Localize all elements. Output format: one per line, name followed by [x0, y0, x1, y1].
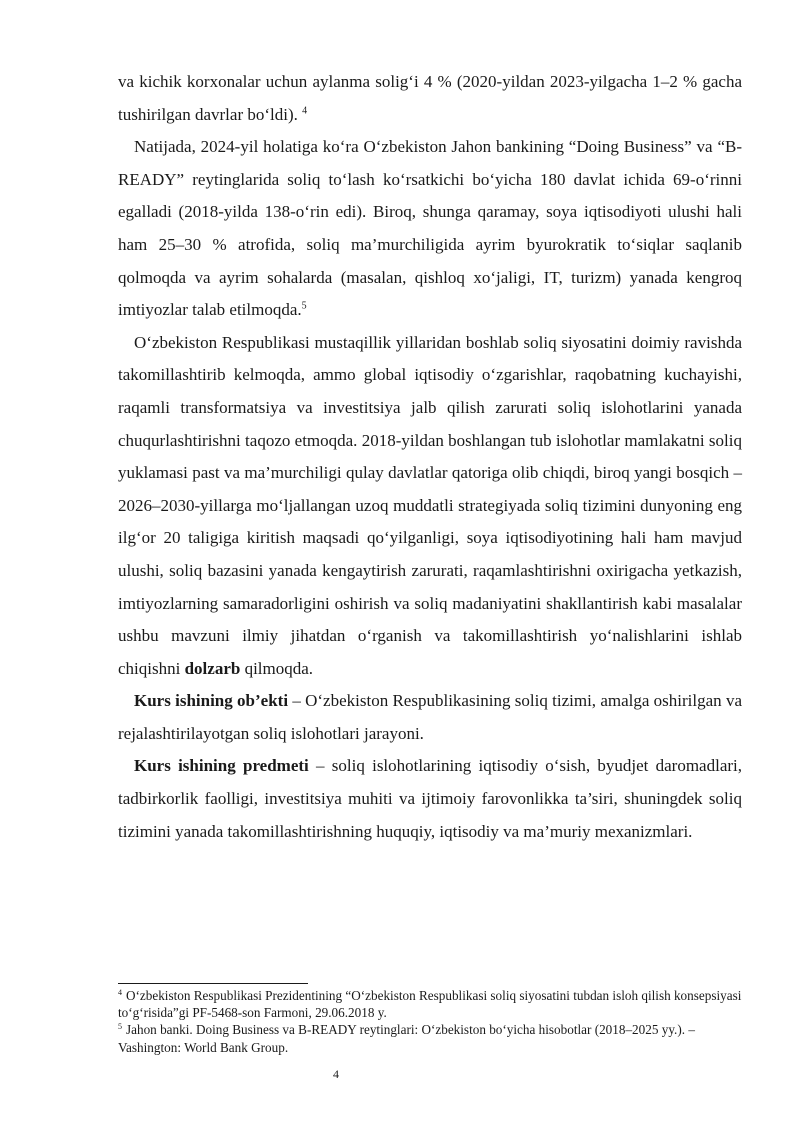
paragraph-text: Natijada, 2024-yil holatiga ko‘ra O‘zbekiston Jahon bankining “Doing Business” va “B-READY” reytinglarida soliq to‘lash ko‘rsatkichi bo‘yicha 180 davlat ichida 69-o‘rinni egalladi (2018-yilda 138-o‘rin edi). Biroq, shunga qaramay, soya iqtisodiyoti ulushi hali ham 25–30 % atrofida, soliq ma’murchiligida ayrim byurokratik to‘siqlar saqlanib qolmoqda va ayrim sohalarda (masalan, qishloq xo‘jaligi, IT, turizm) yanada kengroq imtiyozlar talab etilmoqda. — [118, 137, 742, 320]
footnote-text: Jahon banki. Doing Business va B-READY reytinglari: O‘zbekiston bo‘yicha hisobotlar (2018–2025 yy.). – Vashington: World Bank Group. — [118, 1022, 695, 1055]
page-number: 4 — [333, 1067, 339, 1081]
bold-term-relevant: dolzarb — [184, 658, 241, 678]
paragraph-research-subject — [118, 750, 742, 848]
document-body — [118, 66, 742, 848]
footnote-reference[interactable]: 4 — [302, 104, 308, 116]
paragraph-research-object — [118, 685, 742, 750]
research-object-label: Kurs ishining ob’ekti — [134, 691, 289, 711]
footnote-mark: 4 — [118, 987, 122, 997]
footnotes-section — [118, 987, 742, 1056]
footnote-mark: 5 — [118, 1022, 122, 1032]
paragraph-text: – O‘zbekiston Respublikasining soliq tizimi, amalga oshirilgan va rejalashtirilayotgan soliq islohotlari jarayoni. — [118, 691, 742, 743]
paragraph-ranking-results — [118, 131, 742, 327]
paragraph-tax-rates — [118, 66, 742, 131]
footnote-item — [118, 1021, 742, 1055]
footnote-text: O‘zbekiston Respublikasi Prezidentining “O‘zbekiston Respublikasi soliq siyosatini tubdan isloh qilish konsepsiyasi to‘g‘risida”gi PF-5468-son Farmoni, 29.06.2018 y. — [118, 988, 742, 1021]
paragraph-relevance — [118, 327, 742, 686]
footnote-separator — [118, 983, 308, 984]
research-subject-label: Kurs ishining predmeti — [134, 756, 309, 776]
footnote-item — [118, 987, 742, 1021]
paragraph-text: qilmoqda. — [244, 658, 314, 678]
paragraph-text: va kichik korxonalar uchun aylanma solig‘i 4 % (2020-yildan 2023-yilgacha 1–2 % gacha tushirilgan davrlar bo‘ldi). — [118, 72, 742, 124]
paragraph-text: – soliq islohotlarining iqtisodiy o‘sish, byudjet daromadlari, tadbirkorlik faolligi, investitsiya muhiti va ijtimoiy farovonlikka ta’siri, shuningdek soliq tizimini yanada takomillashtirishning huquqiy, iqtisodiy va ma’muriy mexanizmlari. — [118, 756, 742, 841]
paragraph-text: O‘zbekiston Respublikasi mustaqillik yillaridan boshlab soliq siyosatini doimiy ravishda takomillashtirib kelmoqda, ammo global iqtisodiy o‘zgarishlar, raqobatning kuchayishi, raqamli transformatsiya va investitsiya jalb qilish zarurati soliq islohotlarini yanada chuqurlashtirishni taqozo etmoqda. 2018-yildan boshlangan tub islohotlar mamlakatni soliq yuklamasi past va ma’murchiligi qulay davlatlar qatoriga olib chiqdi, biroq yangi bosqich – 2026–2030-yillarga mo‘ljallangan uzoq muddatli strategiyada soliq tizimini dunyoning eng ilg‘or 20 taligiga kiritish maqsadi qo‘yilganligi, soya iqtisodiyotining hali ham mavjud ulushi, soliq bazasini yanada kengaytirish zarurati, raqamlashtirishni oxirigacha yetkazish, imtiyozlarning samaradorligini oshirish va soliq madaniyatini shakllantirish kabi masalalar ushbu mavzuni ilmiy jihatdan o‘rganish va takomillashtirish yo‘nalishlarini ishlab chiqishni — [118, 332, 742, 678]
footnote-reference[interactable]: 5 — [301, 300, 307, 312]
